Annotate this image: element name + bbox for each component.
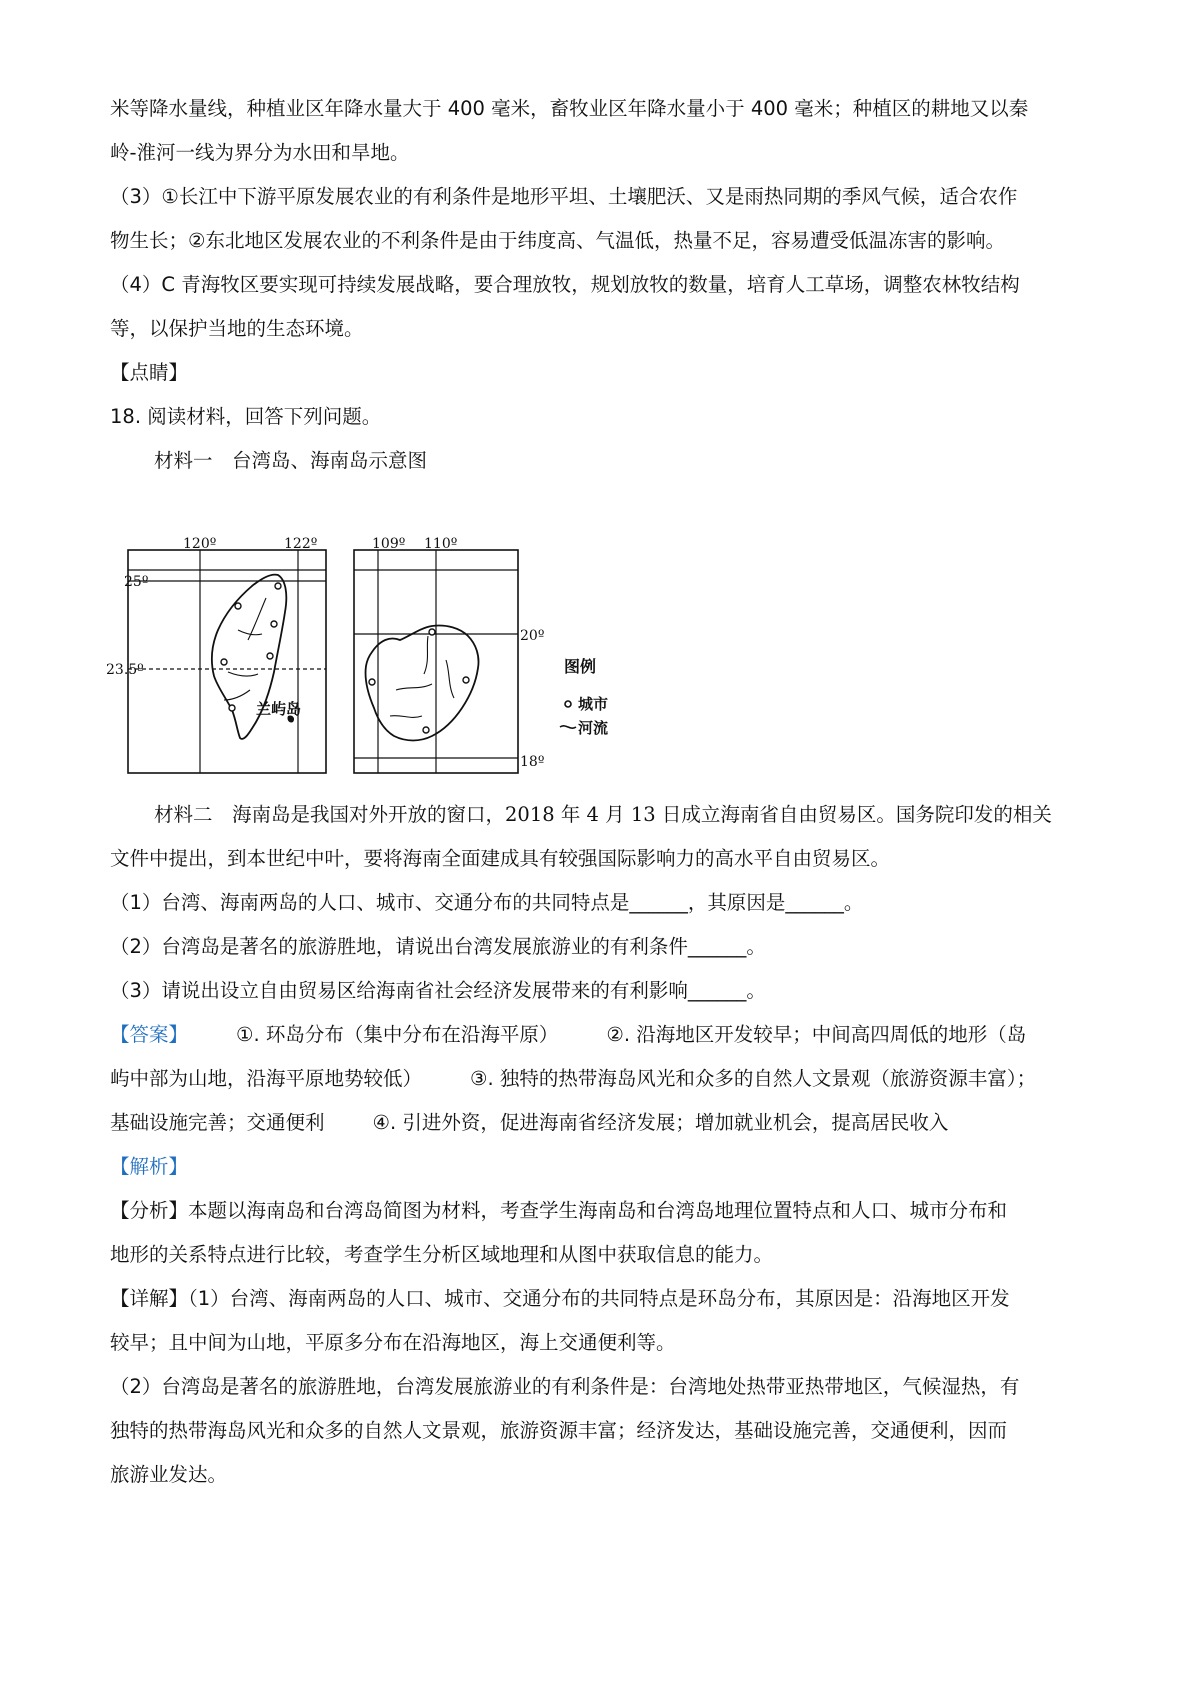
answer-line <box>110 1065 1092 1093</box>
detail-text: （1）台湾、海南两岛的人口、城市、交通分布的共同特点是环岛分布，其原因是：沿海地区开发 <box>188 1287 1010 1310</box>
material-two-line: 材料二 海南岛是我国对外开放的窗口，2018 年 4 月 13 日成立海南省自由贸易区。国务院印发的相关 <box>154 803 1052 826</box>
paragraph-line: 岭-淮河一线为界分为水田和旱地。 <box>110 141 410 164</box>
paragraph-line: 米等降水量线，种植业区年降水量大于 400 毫米，畜牧业区年降水量小于 400 毫米；种植区的耕地又以秦 <box>110 97 1029 120</box>
paragraph-line: （3）①长江中下游平原发展农业的有利条件是地形平坦、土壤肥沃、又是雨热同期的季风气候，适合农作 <box>110 185 1018 208</box>
analysis-line <box>110 1197 1092 1225</box>
map-legend <box>560 657 608 737</box>
hainan-lat-18-label: 18º <box>520 754 545 770</box>
hainan-lon-109-label: 109º <box>372 536 406 552</box>
xiangjie-tag: 【详解】 <box>110 1287 189 1310</box>
paragraph-line: （4）C 青海牧区要实现可持续发展战略，要合理放牧，规划放牧的数量，培育人工草场，调整农林牧结构 <box>110 273 1020 296</box>
section-heading-dianjing: 【点睛】 <box>110 361 189 384</box>
hainan-city <box>463 677 469 683</box>
taiwan-city <box>267 653 273 659</box>
taiwan-river <box>224 598 266 700</box>
detail-line: 旅游业发达。 <box>110 1463 228 1486</box>
answer-line <box>110 1109 1092 1137</box>
answer-2-cont: 屿中部为山地，沿海平原地势较低） <box>110 1067 423 1090</box>
detail-line <box>110 1285 1092 1313</box>
island-maps-figure <box>106 536 668 790</box>
fenxi-tag: 【分析】 <box>110 1199 189 1222</box>
jiexi-tag: 【解析】 <box>110 1155 189 1178</box>
detail-line: 较早；且中间为山地，平原多分布在沿海地区，海上交通便利等。 <box>110 1331 676 1354</box>
hainan-island-outline <box>365 625 478 740</box>
material-one-caption: 材料一 台湾岛、海南岛示意图 <box>154 449 428 472</box>
material-two-line: 文件中提出，到本世纪中叶，要将海南全面建成具有较强国际影响力的高水平自由贸易区。 <box>110 847 891 870</box>
legend-river-label: 河流 <box>578 719 609 737</box>
paragraph-line: 等，以保护当地的生态环境。 <box>110 317 364 340</box>
answer-2: ②. 沿海地区开发较早；中间高四周低的地形（岛 <box>606 1023 1027 1046</box>
hainan-lat-20-label: 20º <box>520 628 545 644</box>
analysis-line: 地形的关系特点进行比较，考查学生分析区域地理和从图中获取信息的能力。 <box>110 1243 774 1266</box>
legend-title: 图例 <box>564 657 597 676</box>
hainan-city <box>369 679 375 685</box>
answer-tag: 【答案】 <box>110 1023 189 1046</box>
sub-question-2: （2）台湾岛是著名的旅游胜地，请说出台湾发展旅游业的有利条件______。 <box>110 935 766 958</box>
answer-line <box>110 1021 1092 1049</box>
question-18-title: 18. 阅读材料，回答下列问题。 <box>110 405 382 428</box>
answer-3: ③. 独特的热带海岛风光和众多的自然人文景观（旅游资源丰富）； <box>470 1067 1037 1090</box>
hainan-city <box>429 629 435 635</box>
taiwan-lat-23-5-label: 23.5º <box>106 662 144 678</box>
answer-3-cont: 基础设施完善；交通便利 <box>110 1111 325 1134</box>
answer-4: ④. 引进外资，促进海南省经济发展；增加就业机会，提高居民收入 <box>372 1111 949 1134</box>
hainan-lon-110-label: 110º <box>424 536 458 552</box>
sub-question-3: （3）请说出设立自由贸易区给海南省社会经济发展带来的有利影响______。 <box>110 979 766 1002</box>
taiwan-map <box>106 536 326 773</box>
answer-1: ①. 环岛分布（集中分布在沿海平原） <box>236 1023 559 1046</box>
taiwan-city <box>271 621 277 627</box>
detail-line: 独特的热带海岛风光和众多的自然人文景观，旅游资源丰富；经济发达，基础设施完善，交通便利，因而 <box>110 1419 1008 1442</box>
taiwan-lon-120-label: 120º <box>183 536 217 552</box>
island-maps-svg <box>106 536 668 790</box>
taiwan-city <box>275 583 281 589</box>
taiwan-city <box>229 705 235 711</box>
taiwan-city <box>221 659 227 665</box>
paragraph-line: 物生长；②东北地区发展农业的不利条件是由于纬度高、气温低，热量不足，容易遭受低温冻害的影响。 <box>110 229 1005 252</box>
taiwan-city <box>235 603 241 609</box>
hainan-city <box>423 727 429 733</box>
fenxi-text: 本题以海南岛和台湾岛简图为材料，考查学生海南岛和台湾岛地理位置特点和人口、城市分布和 <box>188 1199 1008 1222</box>
hainan-river <box>390 636 454 717</box>
hainan-map <box>354 536 544 773</box>
legend-city-icon <box>565 701 571 707</box>
sub-question-1: （1）台湾、海南两岛的人口、城市、交通分布的共同特点是______，其原因是______。 <box>110 891 864 914</box>
lanyu-island-label: 兰屿岛 <box>256 700 302 718</box>
legend-city-label: 城市 <box>578 695 609 713</box>
taiwan-lat-25-label: 25º <box>124 574 149 590</box>
detail-line: （2）台湾岛是著名的旅游胜地，台湾发展旅游业的有利条件是：台湾地处热带亚热带地区，气候湿热，有 <box>110 1375 1020 1398</box>
taiwan-lon-122-label: 122º <box>284 536 318 552</box>
legend-river-icon <box>560 726 576 728</box>
